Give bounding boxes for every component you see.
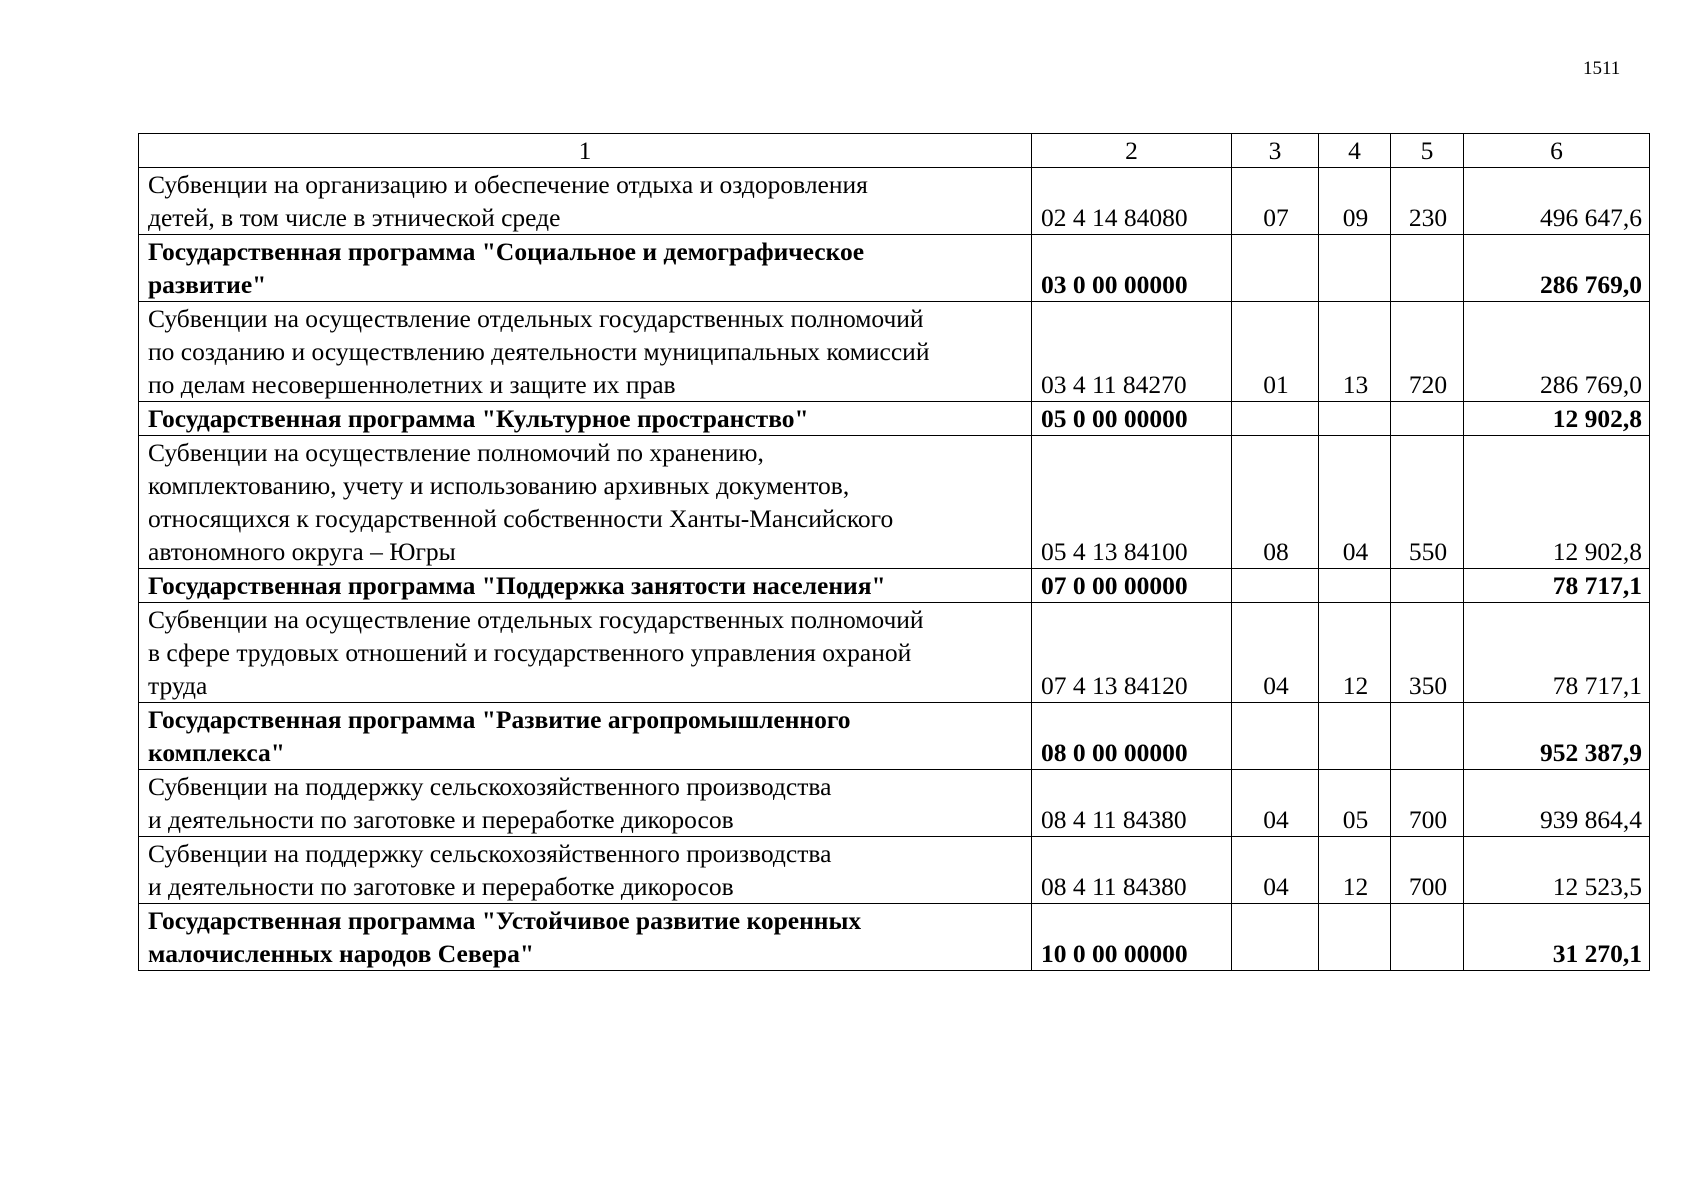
row-name-line: детей, в том числе в этнической среде: [148, 203, 561, 232]
section-cell: [1232, 904, 1319, 971]
target-article-cell: 07 0 00 00000: [1032, 569, 1232, 603]
target-article-cell: 07 4 13 84120: [1032, 603, 1232, 703]
header-row: [139, 134, 1650, 168]
column-header-3: 3: [1232, 134, 1319, 168]
target-article-cell: 05 0 00 00000: [1032, 402, 1232, 436]
program-row: [139, 235, 1650, 302]
row-name-line: и деятельности по заготовке и переработке дикоросов: [148, 805, 734, 834]
subsection-cell: [1319, 904, 1391, 971]
amount-cell: 286 769,0: [1464, 302, 1650, 402]
subsection-cell: [1319, 402, 1391, 436]
target-article-cell: 03 0 00 00000: [1032, 235, 1232, 302]
row-name-line: Субвенции на осуществление полномочий по хранению,: [148, 438, 764, 467]
subsection-cell: 05: [1319, 770, 1391, 837]
amount-cell: 952 387,9: [1464, 703, 1650, 770]
target-article-cell: 02 4 14 84080: [1032, 168, 1232, 235]
program-row: [139, 703, 1650, 770]
subsection-cell: [1319, 235, 1391, 302]
table-row: [139, 302, 1650, 402]
amount-cell: 12 902,8: [1464, 402, 1650, 436]
target-article-cell: 08 0 00 00000: [1032, 703, 1232, 770]
row-name-cell: [139, 402, 1032, 436]
subsection-cell: 13: [1319, 302, 1391, 402]
program-row: [139, 569, 1650, 603]
section-cell: 04: [1232, 603, 1319, 703]
table-body: [139, 168, 1650, 971]
section-cell: 01: [1232, 302, 1319, 402]
row-name-cell: [139, 603, 1032, 703]
page-number: 1511: [1583, 58, 1621, 79]
row-name-cell: [139, 168, 1032, 235]
section-cell: 08: [1232, 436, 1319, 569]
expense-type-cell: 700: [1391, 837, 1464, 904]
amount-cell: 286 769,0: [1464, 235, 1650, 302]
table-row: [139, 168, 1650, 235]
expense-type-cell: 550: [1391, 436, 1464, 569]
row-name-line: Государственная программа "Поддержка занятости населения": [148, 571, 886, 600]
subsection-cell: [1319, 569, 1391, 603]
amount-cell: 496 647,6: [1464, 168, 1650, 235]
section-cell: 04: [1232, 770, 1319, 837]
row-name-line: Государственная программа "Культурное пространство": [148, 404, 809, 433]
row-name-line: комплекса": [148, 738, 285, 767]
section-cell: [1232, 569, 1319, 603]
row-name-line: Субвенции на осуществление отдельных государственных полномочий: [148, 605, 924, 634]
table-row: [139, 603, 1650, 703]
program-row: [139, 904, 1650, 971]
expense-type-cell: [1391, 235, 1464, 302]
budget-table: [138, 133, 1650, 971]
column-header-2: 2: [1032, 134, 1232, 168]
row-name-line: труда: [148, 671, 208, 700]
amount-cell: 939 864,4: [1464, 770, 1650, 837]
row-name-line: относящихся к государственной собственности Ханты-Мансийского: [148, 504, 894, 533]
amount-cell: 78 717,1: [1464, 569, 1650, 603]
amount-cell: 78 717,1: [1464, 603, 1650, 703]
column-header-5: 5: [1391, 134, 1464, 168]
table-header: [139, 134, 1650, 168]
section-cell: 07: [1232, 168, 1319, 235]
section-cell: 04: [1232, 837, 1319, 904]
subsection-cell: 12: [1319, 603, 1391, 703]
section-cell: [1232, 402, 1319, 436]
amount-cell: 12 902,8: [1464, 436, 1650, 569]
row-name-line: развитие": [148, 270, 267, 299]
column-header-1: 1: [139, 134, 1032, 168]
row-name-cell: [139, 302, 1032, 402]
row-name-line: Субвенции на поддержку сельскохозяйственного производства: [148, 839, 832, 868]
row-name-line: малочисленных народов Севера": [148, 939, 535, 968]
row-name-line: по созданию и осуществлению деятельности муниципальных комиссий: [148, 337, 930, 366]
row-name-line: Государственная программа "Социальное и демографическое: [148, 237, 865, 266]
row-name-line: Государственная программа "Устойчивое развитие коренных: [148, 906, 862, 935]
target-article-cell: 03 4 11 84270: [1032, 302, 1232, 402]
row-name-line: Государственная программа "Развитие агропромышленного: [148, 705, 851, 734]
row-name-line: Субвенции на осуществление отдельных государственных полномочий: [148, 304, 924, 333]
expense-type-cell: 700: [1391, 770, 1464, 837]
target-article-cell: 05 4 13 84100: [1032, 436, 1232, 569]
subsection-cell: 04: [1319, 436, 1391, 569]
row-name-cell: [139, 837, 1032, 904]
row-name-line: в сфере трудовых отношений и государственного управления охраной: [148, 638, 912, 667]
row-name-line: Субвенции на организацию и обеспечение отдыха и оздоровления: [148, 170, 868, 199]
row-name-line: по делам несовершеннолетних и защите их прав: [148, 370, 676, 399]
section-cell: [1232, 235, 1319, 302]
row-name-cell: [139, 235, 1032, 302]
row-name-line: автономного округа – Югры: [148, 537, 456, 566]
row-name-cell: [139, 703, 1032, 770]
target-article-cell: 08 4 11 84380: [1032, 837, 1232, 904]
table-row: [139, 436, 1650, 569]
row-name-cell: [139, 904, 1032, 971]
expense-type-cell: 720: [1391, 302, 1464, 402]
column-header-6: 6: [1464, 134, 1650, 168]
subsection-cell: 12: [1319, 837, 1391, 904]
expense-type-cell: 230: [1391, 168, 1464, 235]
expense-type-cell: [1391, 904, 1464, 971]
row-name-line: комплектованию, учету и использованию архивных документов,: [148, 471, 850, 500]
section-cell: [1232, 703, 1319, 770]
row-name-line: Субвенции на поддержку сельскохозяйственного производства: [148, 772, 832, 801]
table-row: [139, 837, 1650, 904]
expense-type-cell: [1391, 569, 1464, 603]
row-name-cell: [139, 569, 1032, 603]
subsection-cell: [1319, 703, 1391, 770]
expense-type-cell: [1391, 402, 1464, 436]
expense-type-cell: 350: [1391, 603, 1464, 703]
column-header-4: 4: [1319, 134, 1391, 168]
target-article-cell: 08 4 11 84380: [1032, 770, 1232, 837]
table-row: [139, 770, 1650, 837]
row-name-line: и деятельности по заготовке и переработке дикоросов: [148, 872, 734, 901]
amount-cell: 12 523,5: [1464, 837, 1650, 904]
row-name-cell: [139, 436, 1032, 569]
target-article-cell: 10 0 00 00000: [1032, 904, 1232, 971]
subsection-cell: 09: [1319, 168, 1391, 235]
program-row: [139, 402, 1650, 436]
amount-cell: 31 270,1: [1464, 904, 1650, 971]
expense-type-cell: [1391, 703, 1464, 770]
row-name-cell: [139, 770, 1032, 837]
